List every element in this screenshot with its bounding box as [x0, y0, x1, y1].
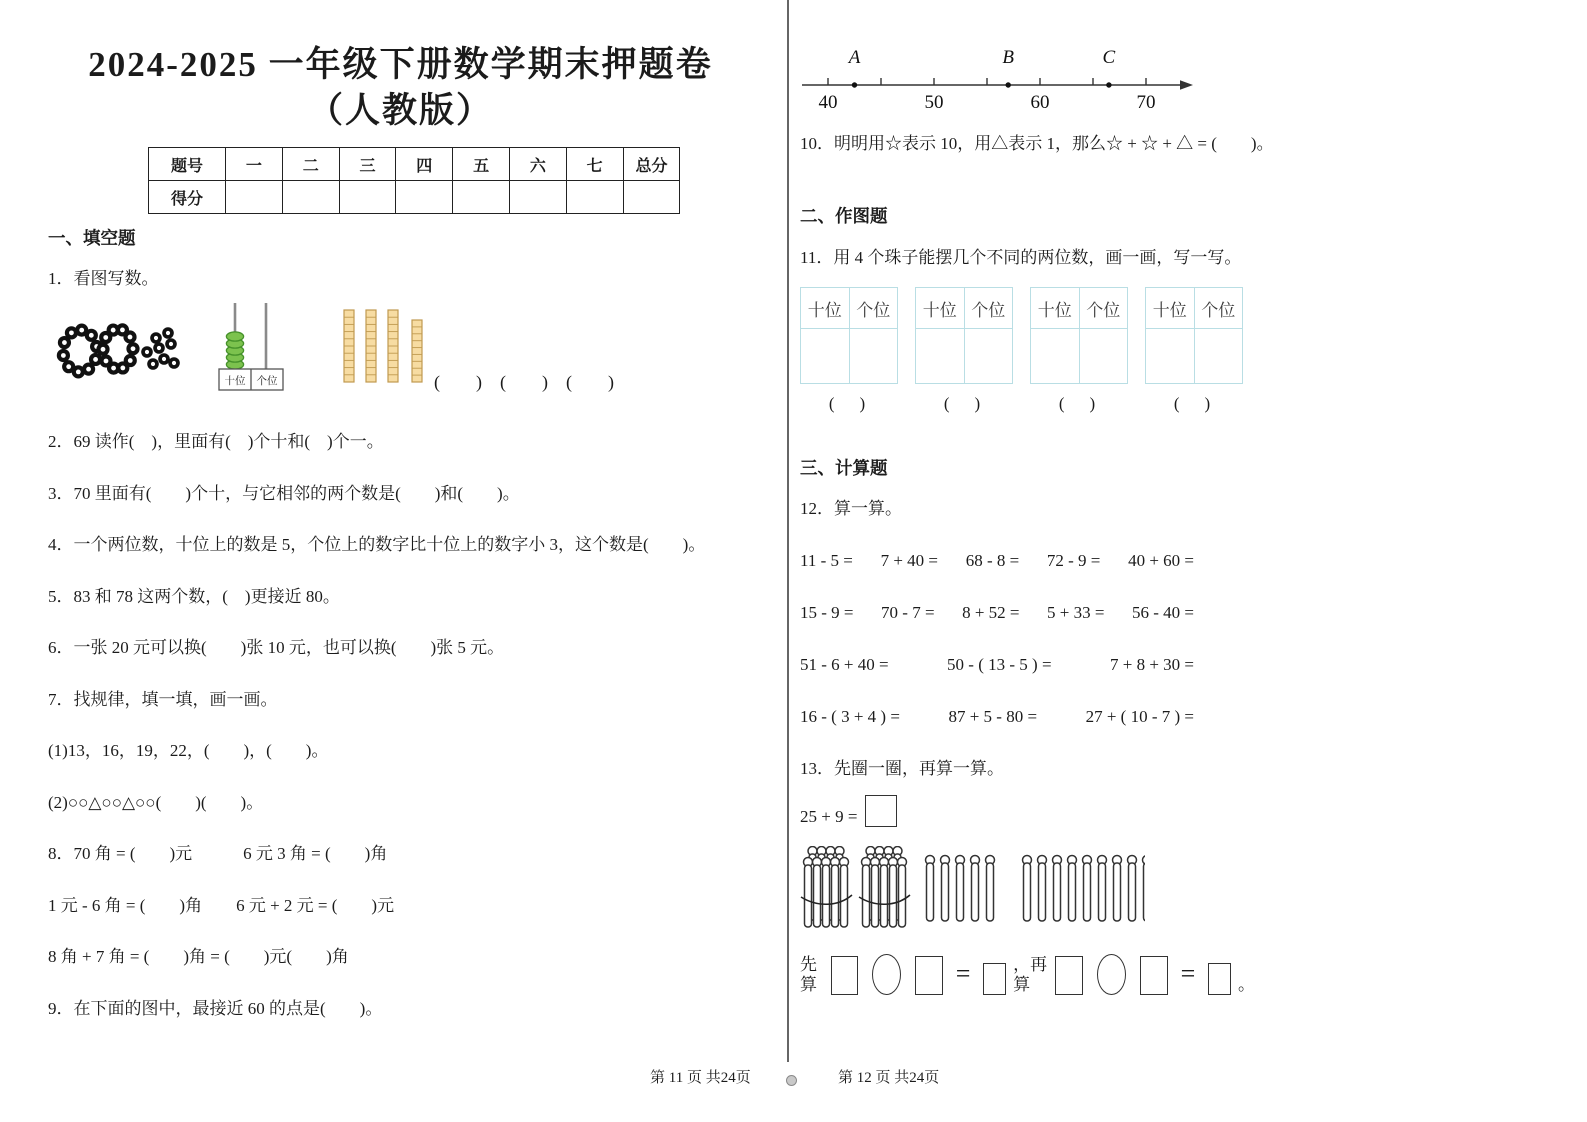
- question-7-sub1: (1)13，16，19，22，( )，( )。: [48, 741, 329, 760]
- question-10: 10．明明用☆表示 10，用△表示 1，那么☆ + ☆ + △ = ( )。: [800, 134, 1274, 153]
- operator-circle: [1097, 954, 1126, 995]
- footer-page-left: 第 11 页 共24页: [650, 1070, 751, 1086]
- score-header-cell: 题号: [149, 148, 226, 181]
- ones-header: 个位: [964, 288, 1013, 329]
- footer-page-right: 第 12 页 共24页: [838, 1070, 940, 1086]
- q13-expression: 25 + 9 =: [800, 807, 858, 826]
- svg-text:A: A: [848, 47, 861, 68]
- question-11: 11．用 4 个珠子能摆几个不同的两位数，画一画，写一写。: [800, 248, 1242, 267]
- calc-expression: 72 - 9 =: [1046, 551, 1101, 570]
- q1-answer-blanks: ( ) ( ) ( ): [434, 372, 614, 392]
- score-header-cell: 五: [453, 148, 510, 181]
- tens-cell-empty: [916, 329, 965, 384]
- number-line-svg: [800, 45, 1200, 113]
- operand-box: [1055, 956, 1083, 995]
- tens-cell-empty: [1031, 329, 1080, 384]
- ones-cell-empty: [1194, 329, 1243, 384]
- svg-text:B: B: [1002, 47, 1015, 68]
- calc-row: [800, 602, 1194, 623]
- table-answer-blank: ( ): [1058, 394, 1100, 413]
- place-value-table: [800, 287, 898, 414]
- svg-text:40: 40: [818, 92, 838, 113]
- question-8-line1: 8．70 角 = ( )元 6 元 3 角 = ( )角: [48, 844, 388, 863]
- left-column: [48, 0, 753, 1019]
- equals-sign: =: [1180, 958, 1196, 988]
- question-12: 12．算一算。: [800, 499, 902, 518]
- calc-expression: 50 - ( 13 - 5 ) =: [947, 655, 1052, 674]
- base-ten-rods-image: [342, 308, 426, 386]
- score-header-cell: 七: [566, 148, 623, 181]
- calc-row: [800, 654, 1194, 675]
- score-cell-empty: [282, 181, 339, 214]
- calc-expression: 11 - 5 =: [800, 551, 853, 570]
- stepwise-calculation-row: [800, 954, 1255, 995]
- score-header-cell: 六: [509, 148, 566, 181]
- question-13: 13．先圈一圈，再算一算。: [800, 759, 1004, 778]
- tens-header: 十位: [1031, 288, 1080, 329]
- calc-expression: 27 + ( 10 - 7 ) =: [1085, 707, 1194, 726]
- svg-text:十位: 十位: [224, 376, 246, 387]
- calc-expression: 40 + 60 =: [1128, 551, 1194, 570]
- score-header-cell: 三: [339, 148, 396, 181]
- place-value-tables: [800, 287, 1255, 414]
- question-7-sub2: (2)○○△○○△○○( )( )。: [48, 792, 264, 812]
- calc-expression: 51 - 6 + 40 =: [800, 655, 889, 674]
- sticks-svg: [800, 846, 1145, 932]
- score-cell-empty: [339, 181, 396, 214]
- right-column: [800, 0, 1274, 995]
- sentence-period: 。: [1237, 975, 1255, 994]
- number-line-figure: [800, 45, 1255, 113]
- question-8-line3: 8 角 + 7 角 = ( )角 = ( )元( )角: [48, 947, 349, 966]
- svg-text:C: C: [1102, 47, 1116, 68]
- score-cell-empty: [396, 181, 453, 214]
- calc-expression: 68 - 8 =: [965, 551, 1020, 570]
- tens-header: 十位: [916, 288, 965, 329]
- calc-row: [800, 706, 1194, 727]
- place-value-table: [1145, 287, 1243, 414]
- question-5: 5．83 和 78 这两个数，( )更接近 80。: [48, 586, 340, 606]
- result-box: [1208, 963, 1231, 995]
- score-cell-empty: [566, 181, 623, 214]
- question-6: 6．一张 20 元可以换( )张 10 元，也可以换( )张 5 元。: [48, 638, 505, 657]
- ones-header: 个位: [1194, 288, 1243, 329]
- calc-expression: 7 + 8 + 30 =: [1109, 655, 1194, 674]
- table-answer-blank: ( ): [828, 394, 870, 413]
- calc-row: [800, 550, 1194, 571]
- second-step-label: ，再算: [1013, 955, 1048, 994]
- score-header-cell: 总分: [623, 148, 680, 181]
- question-2: 2．69 读作( )，里面有( )个十和( )个一。: [48, 432, 384, 451]
- first-step-label: 先算: [800, 955, 817, 994]
- abacus-image: [218, 297, 284, 392]
- score-cell-empty: [623, 181, 680, 214]
- operator-circle: [872, 954, 901, 995]
- calc-expression: 56 - 40 =: [1132, 603, 1194, 622]
- footer-ornament-icon: [786, 1075, 797, 1086]
- result-box: [983, 963, 1006, 995]
- question-4: 4．一个两位数，十位上的数是 5，个位上的数字比十位上的数字小 3，这个数是( )。: [48, 535, 706, 554]
- operand-box: [1140, 956, 1168, 995]
- ones-header: 个位: [1079, 288, 1128, 329]
- operand-box: [915, 956, 943, 995]
- equals-sign: =: [955, 958, 971, 988]
- ones-cell-empty: [964, 329, 1013, 384]
- question-1: 1．看图写数。: [48, 269, 159, 288]
- svg-text:50: 50: [924, 92, 944, 113]
- column-divider: [787, 0, 789, 1062]
- table-answer-blank: ( ): [1173, 394, 1215, 413]
- section-1-heading: 一、填空题: [48, 228, 136, 248]
- q13-answer-box: [865, 795, 897, 827]
- ones-cell-empty: [1079, 329, 1128, 384]
- question-3: 3．70 里面有( )个十，与它相邻的两个数是( )和( )。: [48, 483, 520, 503]
- abacus-svg: [218, 297, 284, 392]
- place-value-table: [1030, 287, 1128, 414]
- calculation-grid: [800, 550, 1255, 727]
- score-cell-empty: [453, 181, 510, 214]
- calc-expression: 70 - 7 =: [881, 603, 935, 622]
- question-9: 9．在下面的图中，最接近 60 的点是( )。: [48, 998, 383, 1018]
- table-answer-blank: ( ): [943, 394, 985, 413]
- score-row-label: 得分: [149, 181, 226, 214]
- q13-equation: [800, 795, 1255, 827]
- bead-rings-image: [54, 299, 186, 394]
- operand-box: [831, 956, 859, 995]
- tens-header: 十位: [801, 288, 850, 329]
- svg-text:个位: 个位: [256, 376, 278, 387]
- tens-cell-empty: [801, 329, 850, 384]
- svg-text:60: 60: [1030, 92, 1050, 113]
- calc-expression: 5 + 33 =: [1047, 603, 1105, 622]
- q1-figures: [48, 299, 753, 394]
- title-line1: 2024-2025 一年级下册数学期末押题卷: [88, 45, 713, 84]
- score-cell-empty: [509, 181, 566, 214]
- place-value-table: [915, 287, 1013, 414]
- section-3-heading: 三、计算题: [800, 458, 888, 478]
- section-2-heading: 二、作图题: [800, 206, 888, 226]
- score-header-cell: 四: [396, 148, 453, 181]
- ones-header: 个位: [849, 288, 898, 329]
- rods-svg: [342, 308, 426, 386]
- calc-expression: 16 - ( 3 + 4 ) =: [800, 707, 900, 726]
- calc-expression: 8 + 52 =: [962, 603, 1020, 622]
- score-table: [148, 147, 680, 214]
- tens-cell-empty: [1146, 329, 1195, 384]
- ones-cell-empty: [849, 329, 898, 384]
- svg-text:70: 70: [1136, 92, 1156, 113]
- calc-expression: 15 - 9 =: [800, 603, 854, 622]
- score-cell-empty: [226, 181, 283, 214]
- score-header-cell: 二: [282, 148, 339, 181]
- calc-expression: 7 + 40 =: [880, 551, 938, 570]
- counting-sticks-image: [800, 846, 1255, 932]
- bead-rings-svg: [54, 299, 186, 394]
- title-line2: （人教版）: [307, 91, 493, 130]
- tens-header: 十位: [1146, 288, 1195, 329]
- calc-expression: 87 + 5 - 80 =: [948, 707, 1038, 726]
- score-header-cell: 一: [226, 148, 283, 181]
- page-title: [48, 42, 753, 134]
- question-8-line2: 1 元 - 6 角 = ( )角 6 元 + 2 元 = ( )元: [48, 895, 395, 915]
- question-7: 7．找规律，填一填，画一画。: [48, 689, 278, 709]
